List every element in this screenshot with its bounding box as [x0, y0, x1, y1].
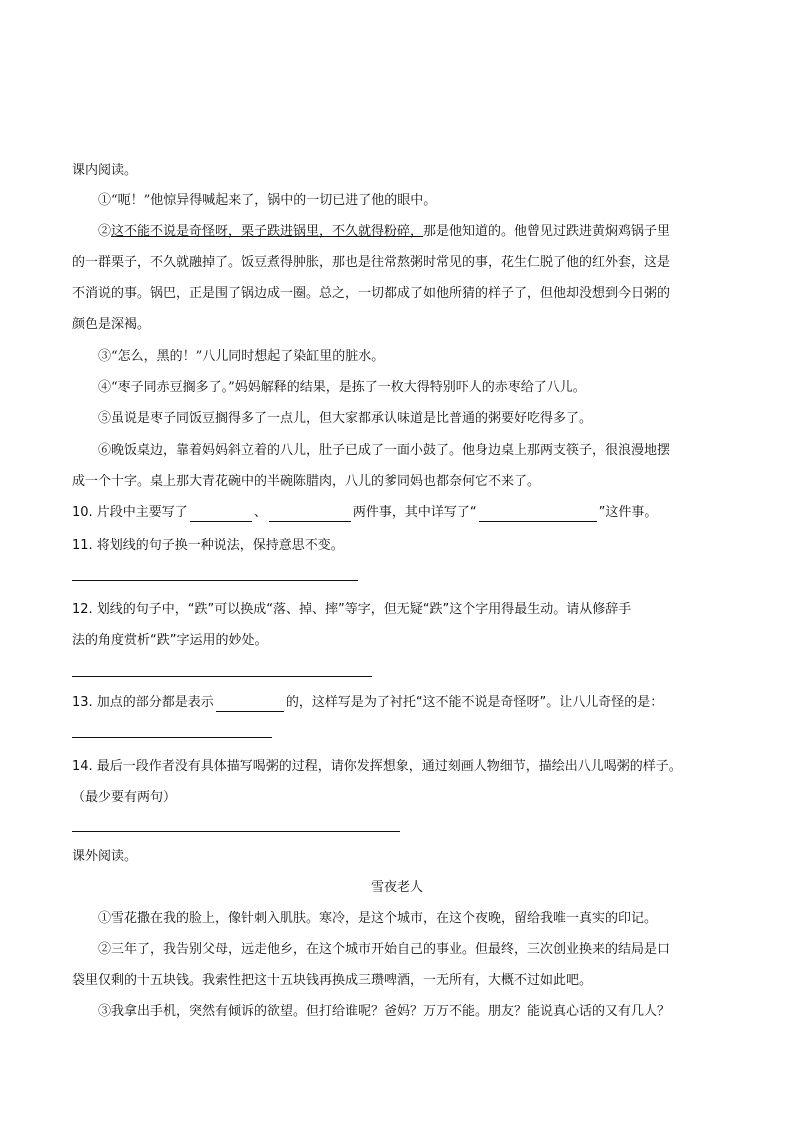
paragraph-number: ②	[98, 224, 112, 239]
question-10-text-b: 、	[253, 505, 267, 520]
question-13-text-a: 13. 加点的部分都是表示	[72, 695, 214, 710]
question-10-text-a: 10. 片段中主要写了	[72, 505, 188, 520]
paragraph-3: ③“怎么，黑的！”八儿同时想起了染缸里的脏水。	[98, 349, 385, 364]
paragraph-text: 那是他知道的。他曾见过跌进黄焖鸡锅子里	[423, 224, 671, 239]
question-10	[72, 504, 722, 522]
question-10-text-c: 两件事，其中详写了“	[352, 505, 477, 520]
answer-blank-3[interactable]	[479, 507, 597, 522]
answer-line-q13[interactable]	[72, 737, 272, 738]
question-13-text-b: 的，这样写是为了衬托“这不能不说是奇怪呀”。让八儿奇怪的是：	[285, 695, 664, 710]
answer-blank-2[interactable]	[269, 507, 351, 522]
question-12-line-2: 法的角度赏析“跌”字运用的妙处。	[72, 633, 268, 648]
article-paragraph-2-line-1: ②三年了，我告别父母，远走他乡，在这个城市开始自己的事业。但最终，三次创业换来的结局是口	[98, 942, 671, 957]
section-heading-in-class: 课内阅读。	[72, 163, 138, 178]
paragraph-6-line-2: 成一个十字。桌上那大青花碗中的半碗陈腊肉，八儿的爹同妈也都奈何它不来了。	[72, 474, 541, 489]
question-14-line-2: （最少要有两句）	[72, 790, 177, 805]
paragraph-5: ⑤虽说是枣子同饭豆搁得多了一点儿，但大家都承认味道是比普通的粥要好吃得多了。	[98, 411, 593, 426]
answer-blank-q13[interactable]	[216, 697, 284, 712]
answer-blank-1[interactable]	[190, 507, 252, 522]
article-paragraph-3: ③我拿出手机，突然有倾诉的欲望。但打给谁呢？爸妈？万万不能。朋友？能说真心话的又有几人？	[98, 1004, 671, 1019]
paragraph-2-line-3: 不消说的事。锅巴，正是围了锅边成一圈。总之，一切都成了如他所猜的样子了，但他却没想到今日粥的	[72, 286, 671, 301]
question-10-text-d: ”这件事。	[598, 505, 658, 520]
question-11: 11. 将划线的句子换一种说法，保持意思不变。	[72, 538, 344, 553]
article-paragraph-1: ①雪花撒在我的脸上，像针刺入肌肤。寒冷，是这个城市，在这个夜晚，留给我唯一真实的印记。	[98, 911, 658, 926]
question-12-line-1: 12. 划线的句子中，“跌”可以换成“落、掉、摔”等字，但无疑“跌”这个字用得最生动。请从修辞手	[72, 602, 632, 617]
paragraph-2-line-2: 的一群栗子，不久就融掉了。饭豆煮得肿胀，那也是往常熬粥时常见的事，花生仁脱了他的红外套，这是	[72, 255, 671, 270]
paragraph-6-line-1: ⑥晚饭桌边，靠着妈妈斜立着的八儿，肚子已成了一面小鼓了。他身边桌上那两支筷子，很浪漫地摆	[98, 443, 671, 458]
paragraph-2-line-1	[98, 223, 722, 241]
paragraph-2-line-4: 颜色是深褐。	[72, 317, 151, 332]
section-heading-extracurricular: 课外阅读。	[72, 849, 138, 864]
article-paragraph-2-line-2: 袋里仅剩的十五块钱。我索性把这十五块钱再换成三瓒啤酒，一无所有，大概不过如此吧。	[72, 973, 593, 988]
question-13	[72, 694, 722, 712]
article-title: 雪夜老人	[370, 880, 423, 895]
underlined-sentence: 这不能不说是奇怪呀，栗子跌进锅里，不久就得粉碎，	[111, 224, 424, 239]
paragraph-4: ④“枣子同赤豆搁多了。”妈妈解释的结果，是拣了一枚大得特别吓人的赤枣给了八儿。	[98, 380, 586, 395]
answer-line-q11[interactable]	[72, 580, 358, 581]
question-14-line-1: 14. 最后一段作者没有具体描写喝粥的过程，请你发挥想象，通过刻画人物细节，描绘出八儿喝粥的样子。	[72, 759, 682, 774]
answer-line-q14[interactable]	[72, 831, 400, 832]
answer-line-q12[interactable]	[72, 676, 372, 677]
paragraph-1: ①“呃！”他惊异得喊起来了，锅中的一切已进了他的眼中。	[98, 193, 437, 208]
